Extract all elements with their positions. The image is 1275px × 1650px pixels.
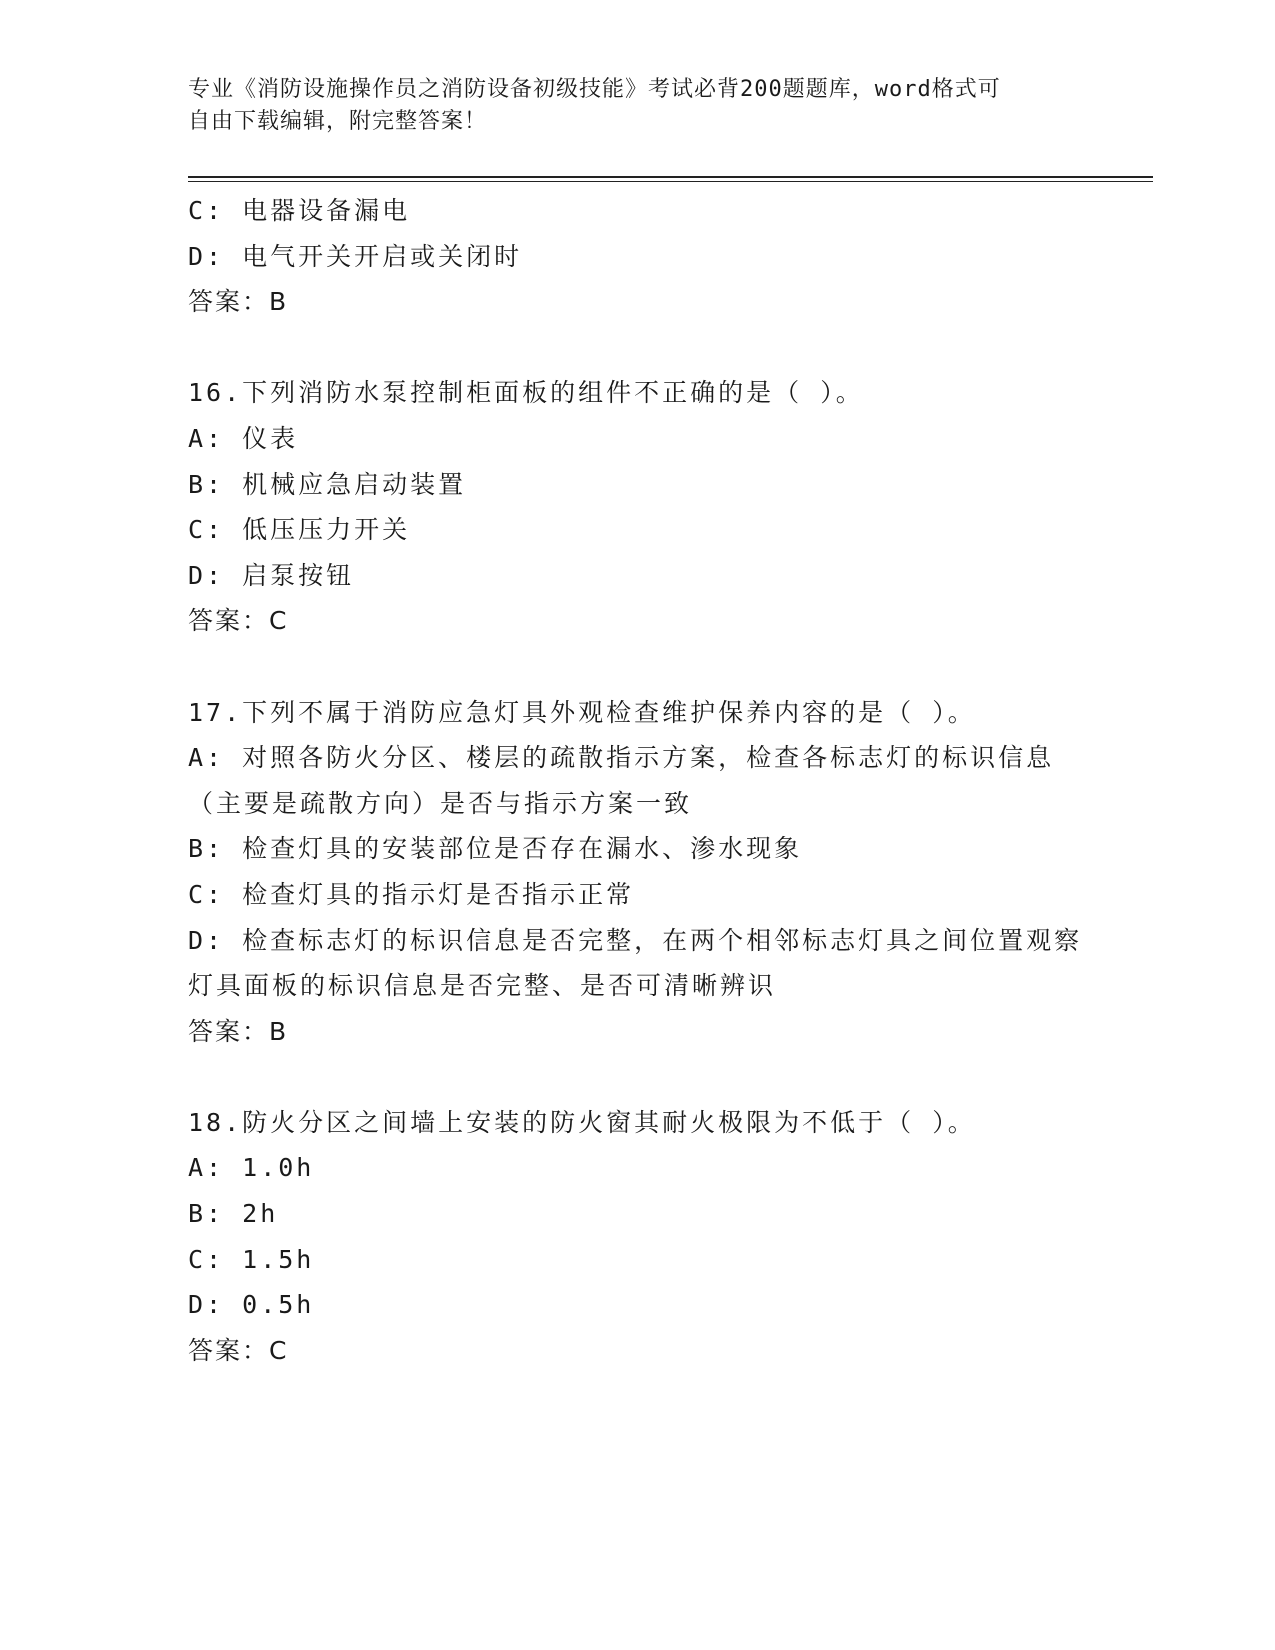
option-b: B: 2h (188, 1199, 279, 1229)
question-content (188, 188, 1088, 1373)
option-b: B: 检查灯具的安装部位是否存在漏水、渗水现象 (188, 834, 803, 864)
answer-line: 答案：C (188, 606, 289, 636)
header-line-2: 自由下载编辑，附完整答案！ (188, 109, 488, 134)
option-a: A: 仪表 (188, 423, 299, 453)
option-c: C: 低压压力开关 (188, 515, 411, 545)
answer-line: 答案：B (188, 287, 289, 317)
option-d: D: 0.5h (188, 1290, 315, 1320)
spacer (188, 325, 1088, 371)
option-a: A: 1.0h (188, 1153, 315, 1183)
spacer (188, 644, 1088, 690)
option-d: D: 电气开关开启或关闭时 (188, 241, 523, 271)
question-stem: 16.下列消防水泵控制柜面板的组件不正确的是（ ）。 (188, 378, 864, 408)
header-line-1: 专业《消防设施操作员之消防设备初级技能》考试必背200题题库，word格式可 (188, 77, 1001, 102)
question-stem: 18.防火分区之间墙上安装的防火窗其耐火极限为不低于（ ）。 (188, 1107, 976, 1137)
option-c: C: 电器设备漏电 (188, 196, 411, 225)
option-c: C: 1.5h (188, 1244, 315, 1274)
question-stem: 17.下列不属于消防应急灯具外观检查维护保养内容的是（ ）。 (188, 697, 976, 727)
document-header (188, 74, 1088, 138)
option-a: A: 对照各防火分区、楼层的疏散指示方案，检查各标志灯的标识信息（主要是疏散方向）是否与指示方案一致 (188, 743, 1055, 818)
spacer (188, 1054, 1088, 1100)
option-c: C: 检查灯具的指示灯是否指示正常 (188, 879, 635, 909)
answer-line: 答案：B (188, 1016, 289, 1046)
answer-line: 答案：C (188, 1335, 289, 1365)
option-d: D: 启泵按钮 (188, 560, 355, 590)
header-rule-thick (188, 176, 1153, 178)
option-b: B: 机械应急启动装置 (188, 469, 467, 499)
header-rule-thin (188, 181, 1153, 182)
option-d: D: 检查标志灯的标识信息是否完整，在两个相邻标志灯具之间位置观察灯具面板的标识信息是否完整、是否可清晰辨识 (188, 925, 1083, 1001)
